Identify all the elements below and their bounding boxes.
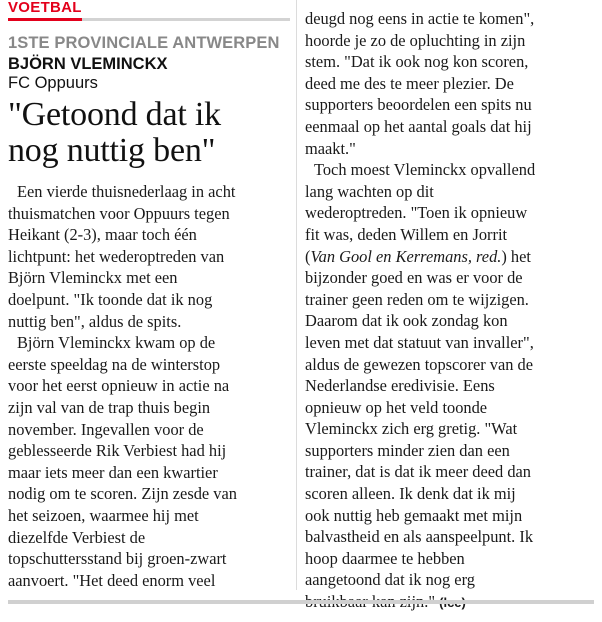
body-line: geblesseerde Rik Verbiest had hij (8, 441, 227, 461)
body-line: opnieuw op het veld toonde (305, 397, 488, 417)
column-divider (296, 0, 297, 590)
body-line: nuttig ben", aldus de spits. (8, 311, 182, 331)
article-body-right (305, 8, 597, 614)
body-line: trainer geen reden om te wijzigen. (305, 289, 529, 309)
body-line: doelpunt. "Ik toonde dat ik nog (8, 289, 213, 309)
body-line: deed me des te meer plezier. De (305, 73, 514, 93)
body-line: Daarom dat ik ook zondag kon (305, 311, 508, 331)
body-line: Nederlandse eredivisie. Eens (305, 376, 495, 396)
body-line: leven met dat statuut van invaller", (305, 332, 534, 352)
body-line: Heikant (2-3), maar toch één (8, 225, 197, 245)
body-line: (Van Gool en Kerremans, red.) het (305, 246, 531, 266)
player-name: BJÖRN VLEMINCKX (8, 55, 168, 73)
body-line: zijn val van de trap thuis begin (8, 397, 211, 417)
club-name: FC Oppuurs (8, 74, 98, 92)
body-line: Toch moest Vleminckx opvallend (314, 160, 536, 180)
body-line: supporters minder zien dan een (305, 440, 510, 460)
body-line: aangetoond dat ik nog erg (305, 570, 475, 590)
body-line: Björn Vleminckx kwam op de (17, 333, 216, 353)
section-title: 1STE PROVINCIALE ANTWERPEN (8, 34, 280, 52)
article-body-left (8, 181, 290, 591)
body-line: maakt." (305, 138, 356, 158)
body-line: supporters beoordelen een spits nu (305, 95, 532, 115)
body-line: Een vierde thuisnederlaag in acht (17, 182, 236, 201)
headline (8, 97, 290, 169)
body-line: balvastheid en als aanspeelpunt. Ik (305, 527, 534, 547)
body-line: het seizoen, waarmee hij met (8, 505, 199, 525)
body-line: hoop daarmee te hebben (305, 548, 465, 568)
kicker-row (8, 0, 290, 24)
body-line: trainer, dat is dat ik meer deed dan (305, 462, 531, 482)
left-column (8, 0, 290, 591)
editor-note: Van Gool en Kerremans, red. (310, 246, 502, 266)
body-line: bijzonder goed en was er voor de (305, 268, 523, 288)
body-line: hoorde je zo de opluchting in zijn (305, 30, 526, 50)
body-line: stem. "Dat ik ook nog kon scoren, (305, 52, 529, 72)
body-line: ook nuttig heb gemaakt met mijn (305, 505, 523, 525)
body-line: diezelfde Verbiest de (8, 527, 146, 547)
body-line: eenmaal op het aantal goals dat hij (305, 116, 532, 136)
headline-line: "Getoond dat ik (8, 96, 221, 133)
body-line: deugd nog eens in actie te komen", (305, 9, 535, 28)
body-line: aldus de gewezen topscorer van de (305, 354, 534, 374)
body-line: wederoptreden. "Toen ik opnieuw (305, 203, 528, 223)
kicker-label: VOETBAL (8, 0, 82, 21)
body-line: topschuttersstand bij groen-zwart (8, 549, 227, 569)
body-line: scoren alleen. Ik denk dat ik mij (305, 484, 516, 504)
right-column (305, 0, 597, 614)
body-line: Vleminckx zich erg gretig. "Wat (305, 419, 518, 439)
body-line: aanvoert. "Het deed enorm veel (8, 570, 216, 590)
bottom-rule (8, 600, 594, 604)
body-line: eerste speeldag na de winterstop (8, 354, 221, 374)
headline-line: nog nuttig ben" (8, 132, 216, 169)
body-line: lang wachten op dit (305, 181, 434, 201)
body-line: november. Ingevallen voor de (8, 419, 204, 439)
body-line: nodig om te scoren. Zijn zesde van (8, 484, 237, 504)
body-line: Björn Vleminckx met een (8, 268, 178, 288)
body-line: fit was, deden Willem en Jorrit (305, 224, 508, 244)
body-line: voor het eerst opnieuw in actie na (8, 376, 230, 396)
body-line: lichtpunt: het wederoptreden van (8, 246, 225, 266)
body-line: thuismatchen voor Oppuurs tegen (8, 203, 230, 223)
body-line: maar iets meer dan een kwartier (8, 462, 218, 482)
